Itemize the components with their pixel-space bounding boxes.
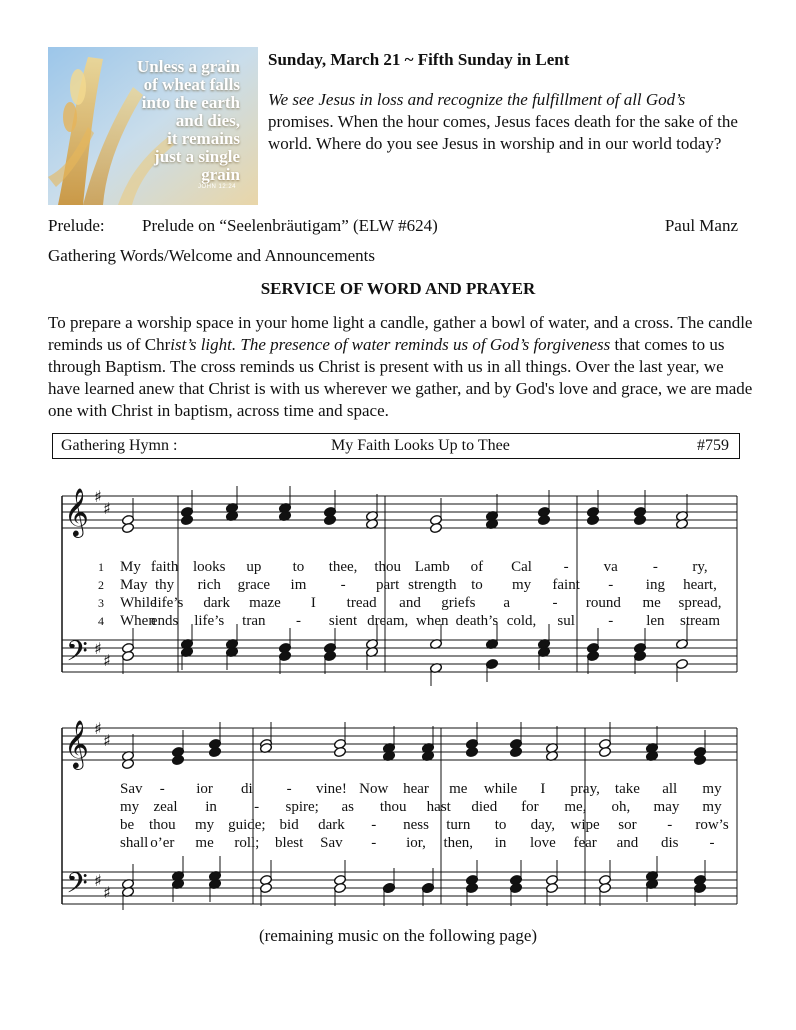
lyric-syllable: ness [403,817,429,833]
lyric-syllable: thou [379,799,407,815]
cover-image [48,47,258,205]
key-signature-sharp: ♯ [103,651,111,670]
lyric-syllable: vine! [316,781,347,797]
lyric-syllable: zeal [153,799,178,815]
lyric-syllable: I [540,781,546,797]
lyric-syllable: and [616,835,639,851]
lyric-syllable: While [120,595,157,611]
key-signature-sharp: ♯ [94,719,102,738]
prelude-title: Prelude on “Seelenbräutigam” (ELW #624) [142,216,438,235]
section-heading: SERVICE OF WORD AND PRAYER [260,279,536,298]
key-signature-sharp: ♯ [103,731,111,750]
lyric-syllable: looks [192,559,226,575]
lyric-syllable: be [120,817,135,833]
lyric-syllable: ends [150,613,179,629]
lyric-syllable: my [702,799,722,815]
lyric-syllable: all [662,781,678,797]
notehead [323,514,336,525]
lyric-syllable: my [194,817,215,833]
lyric-syllable: to [292,559,305,575]
lyric-syllable: thou [374,559,402,575]
notehead [693,754,706,765]
music-notation [0,470,796,920]
lyric-syllable: spread, [678,595,722,611]
theme-text: promises. When the hour comes, Jesus faces death for the sake of the world. Where do you see Jesus in worship and in our world today? [268,112,738,153]
lyric-syllable: ing [645,577,665,593]
lyric-syllable: thy [155,577,175,593]
key-signature-sharp: ♯ [103,883,111,902]
notehead [208,746,221,757]
gathering-words: Gathering Words/Welcome and Announcements [48,246,375,265]
lyric-syllable: and [399,595,421,611]
cover-line: it remains [167,129,240,148]
lyric-syllable: turn [446,817,471,833]
notehead [333,746,346,757]
lyric-syllable: faith [150,559,179,575]
lyric-syllable: day, [530,817,556,833]
key-signature-sharp: ♯ [94,871,102,890]
lyric-syllable: - [159,781,165,797]
lyric-syllable: part [376,577,400,593]
notehead [180,514,193,525]
lyric-syllable: cold, [506,613,537,629]
intro-text: that comes to us through Baptism. The cross reminds us Christ is present with us in all things. Over the last year, we have learned anew that Christ is with us wherever we gather, and by God's love and grace, we are made one with Christ in baptism, across time and space. [48,335,753,420]
lyric-syllable: May [120,577,148,593]
lyric-syllable: up [246,559,262,575]
page-title: Sunday, March 21 ~ Fifth Sunday in Lent [268,50,570,69]
lyric-syllable: va [603,559,618,575]
prelude-composer: Paul Manz [664,216,738,235]
lyric-syllable: My [120,559,141,575]
lyric-syllable: o’er [150,835,175,851]
lyric-syllable: sient [328,613,358,629]
lyric-syllable: me [449,781,468,797]
notehead [509,746,522,757]
cover-line: and dies, [175,111,240,130]
bass-clef: 𝄢 [66,635,88,675]
lyric-syllable: of [470,559,484,575]
key-signature-sharp: ♯ [94,639,102,658]
lyric-syllable: - [254,799,260,815]
lyric-syllable: me [642,595,661,611]
lyric-syllable: me, [564,799,587,815]
notehead [633,514,646,525]
prelude-row [48,216,738,238]
lyric-syllable: guide; [228,817,266,833]
lyric-syllable: row’s [695,817,729,833]
lyric-syllable: wipe [570,817,600,833]
lyric-syllable: I [310,595,316,611]
lyric-syllable: blest [274,835,304,851]
lyric-syllable: tran [242,613,266,629]
lyric-syllable: round [585,595,621,611]
intro-italic: ist’s light. The presence of water reminds us of God’s forgiveness [170,335,611,354]
cover-line: grain [201,165,240,184]
lyric-syllable: ior [196,781,213,797]
cover-line: into the earth [141,93,240,112]
lyric-syllable: fear [573,835,597,851]
lyric-syllable: pray, [570,781,600,797]
lyric-syllable: When [120,613,156,629]
lyric-syllable: oh, [611,799,631,815]
bass-clef: 𝄢 [66,867,88,907]
lyric-syllable: sul [557,613,575,629]
hymn-number: #759 [697,437,729,454]
lyric-syllable: love [529,835,556,851]
lyric-syllable: Lamb [414,559,450,575]
lyric-syllable: - [371,817,377,833]
lyric-syllable: ior, [406,835,426,851]
lyric-syllable: len [646,613,665,629]
lyric-syllable: as [341,799,354,815]
verse-number: 1 [98,560,104,574]
lyric-syllable: dis [660,835,679,851]
lyric-syllable: my [120,799,140,815]
intro-text: To prepare a worship space in your home light a candle, gather a bowl of water, and a cross. The candle reminds us of Chr [48,313,753,354]
key-signature-sharp: ♯ [94,487,102,506]
verse-number: 2 [98,578,104,592]
lyric-syllable: when [416,613,449,629]
lyric-syllable: maze [249,595,281,611]
hymn-label: Gathering Hymn : [61,437,178,454]
lyric-syllable: Sav [320,835,343,851]
lyric-syllable: to [494,817,507,833]
lyric-syllable: - [371,835,377,851]
notehead [537,514,550,525]
lyric-syllable: shall [120,835,149,851]
lyric-syllable: - [340,577,346,593]
lyric-syllable: Now [359,781,389,797]
hymn-header-box [52,433,740,459]
cover-reference: JOHN 12:24 [197,184,236,190]
lyric-syllable: death’s [455,613,499,629]
lyric-syllable: may [653,799,680,815]
lyric-syllable: hear [403,781,429,797]
lyric-syllable: sor [618,817,637,833]
lyric-syllable: di [241,781,253,797]
lyric-syllable: died [471,799,498,815]
lyric-syllable: a [503,595,511,611]
notehead [121,522,134,533]
notehead [598,746,611,757]
lyric-syllable: - [608,577,614,593]
lyric-syllable: dark [318,817,345,833]
lyric-syllable: while [483,781,518,797]
lyric-syllable: life’s [194,613,225,629]
lyric-syllable: take [614,781,640,797]
lyric-syllable: in [205,799,217,815]
lyric-syllable: dream, [367,613,409,629]
lyric-syllable: - [652,559,658,575]
lyric-syllable: me [195,835,214,851]
lyric-syllable: - [552,595,558,611]
lyric-syllable: to [471,577,483,593]
lyric-syllable: - [667,817,673,833]
notehead [429,522,442,533]
lyric-syllable: Cal [511,559,532,575]
notehead [586,514,599,525]
lyric-syllable: - [286,781,292,797]
cover-line: Unless a grain [137,57,240,76]
verse-number: 3 [98,596,104,610]
lyric-syllable: Sav [120,781,143,797]
treble-clef: 𝄞 [64,487,89,536]
lyric-syllable: grace [237,577,271,593]
lyric-syllable: spire; [285,799,319,815]
lyric-syllable: dark [203,595,230,611]
lyric-syllable: then, [443,835,474,851]
lyric-syllable: strength [408,577,457,593]
lyric-syllable: stream [680,613,720,629]
lyric-syllable: hast [426,799,451,815]
lyric-syllable: my [511,577,532,593]
lyric-syllable: bid [279,817,299,833]
lyric-syllable: ry, [692,559,708,575]
treble-clef: 𝄞 [64,719,89,768]
prelude-label: Prelude: [48,216,105,235]
lyric-syllable: for [521,799,539,815]
lyric-syllable: - [608,613,614,629]
lyric-syllable: heart, [683,577,717,593]
intro-paragraph [48,312,758,422]
lyric-syllable: life’s [153,595,184,611]
lyric-syllable: - [709,835,715,851]
lyric-syllable: rich [197,577,221,593]
lyric-syllable: faint [552,577,580,593]
notehead [465,746,478,757]
verse-number: 4 [98,614,104,628]
lyric-syllable: my [702,781,722,797]
lyric-syllable: - [563,559,569,575]
lyric-syllable: griefs [441,595,476,611]
key-signature-sharp: ♯ [103,499,111,518]
notehead [171,754,184,765]
footer-note: (remaining music on the following page) [258,926,538,945]
lyric-syllable: tread [346,595,377,611]
lyric-syllable: - [295,613,301,629]
hymn-score [0,470,796,925]
lyric-syllable: thee, [328,559,358,575]
theme-italic: We see Jesus in loss and recognize the fulfillment of all God’s [268,90,686,109]
cover-line: of wheat falls [143,75,240,94]
lyric-syllable: roll; [234,835,260,851]
lyric-syllable: thou [148,817,176,833]
theme-paragraph [268,89,750,155]
cover-line: just a single [154,147,240,166]
hymn-title: My Faith Looks Up to Thee [331,437,510,454]
lyric-syllable: im [290,577,307,593]
lyric-syllable: in [494,835,507,851]
